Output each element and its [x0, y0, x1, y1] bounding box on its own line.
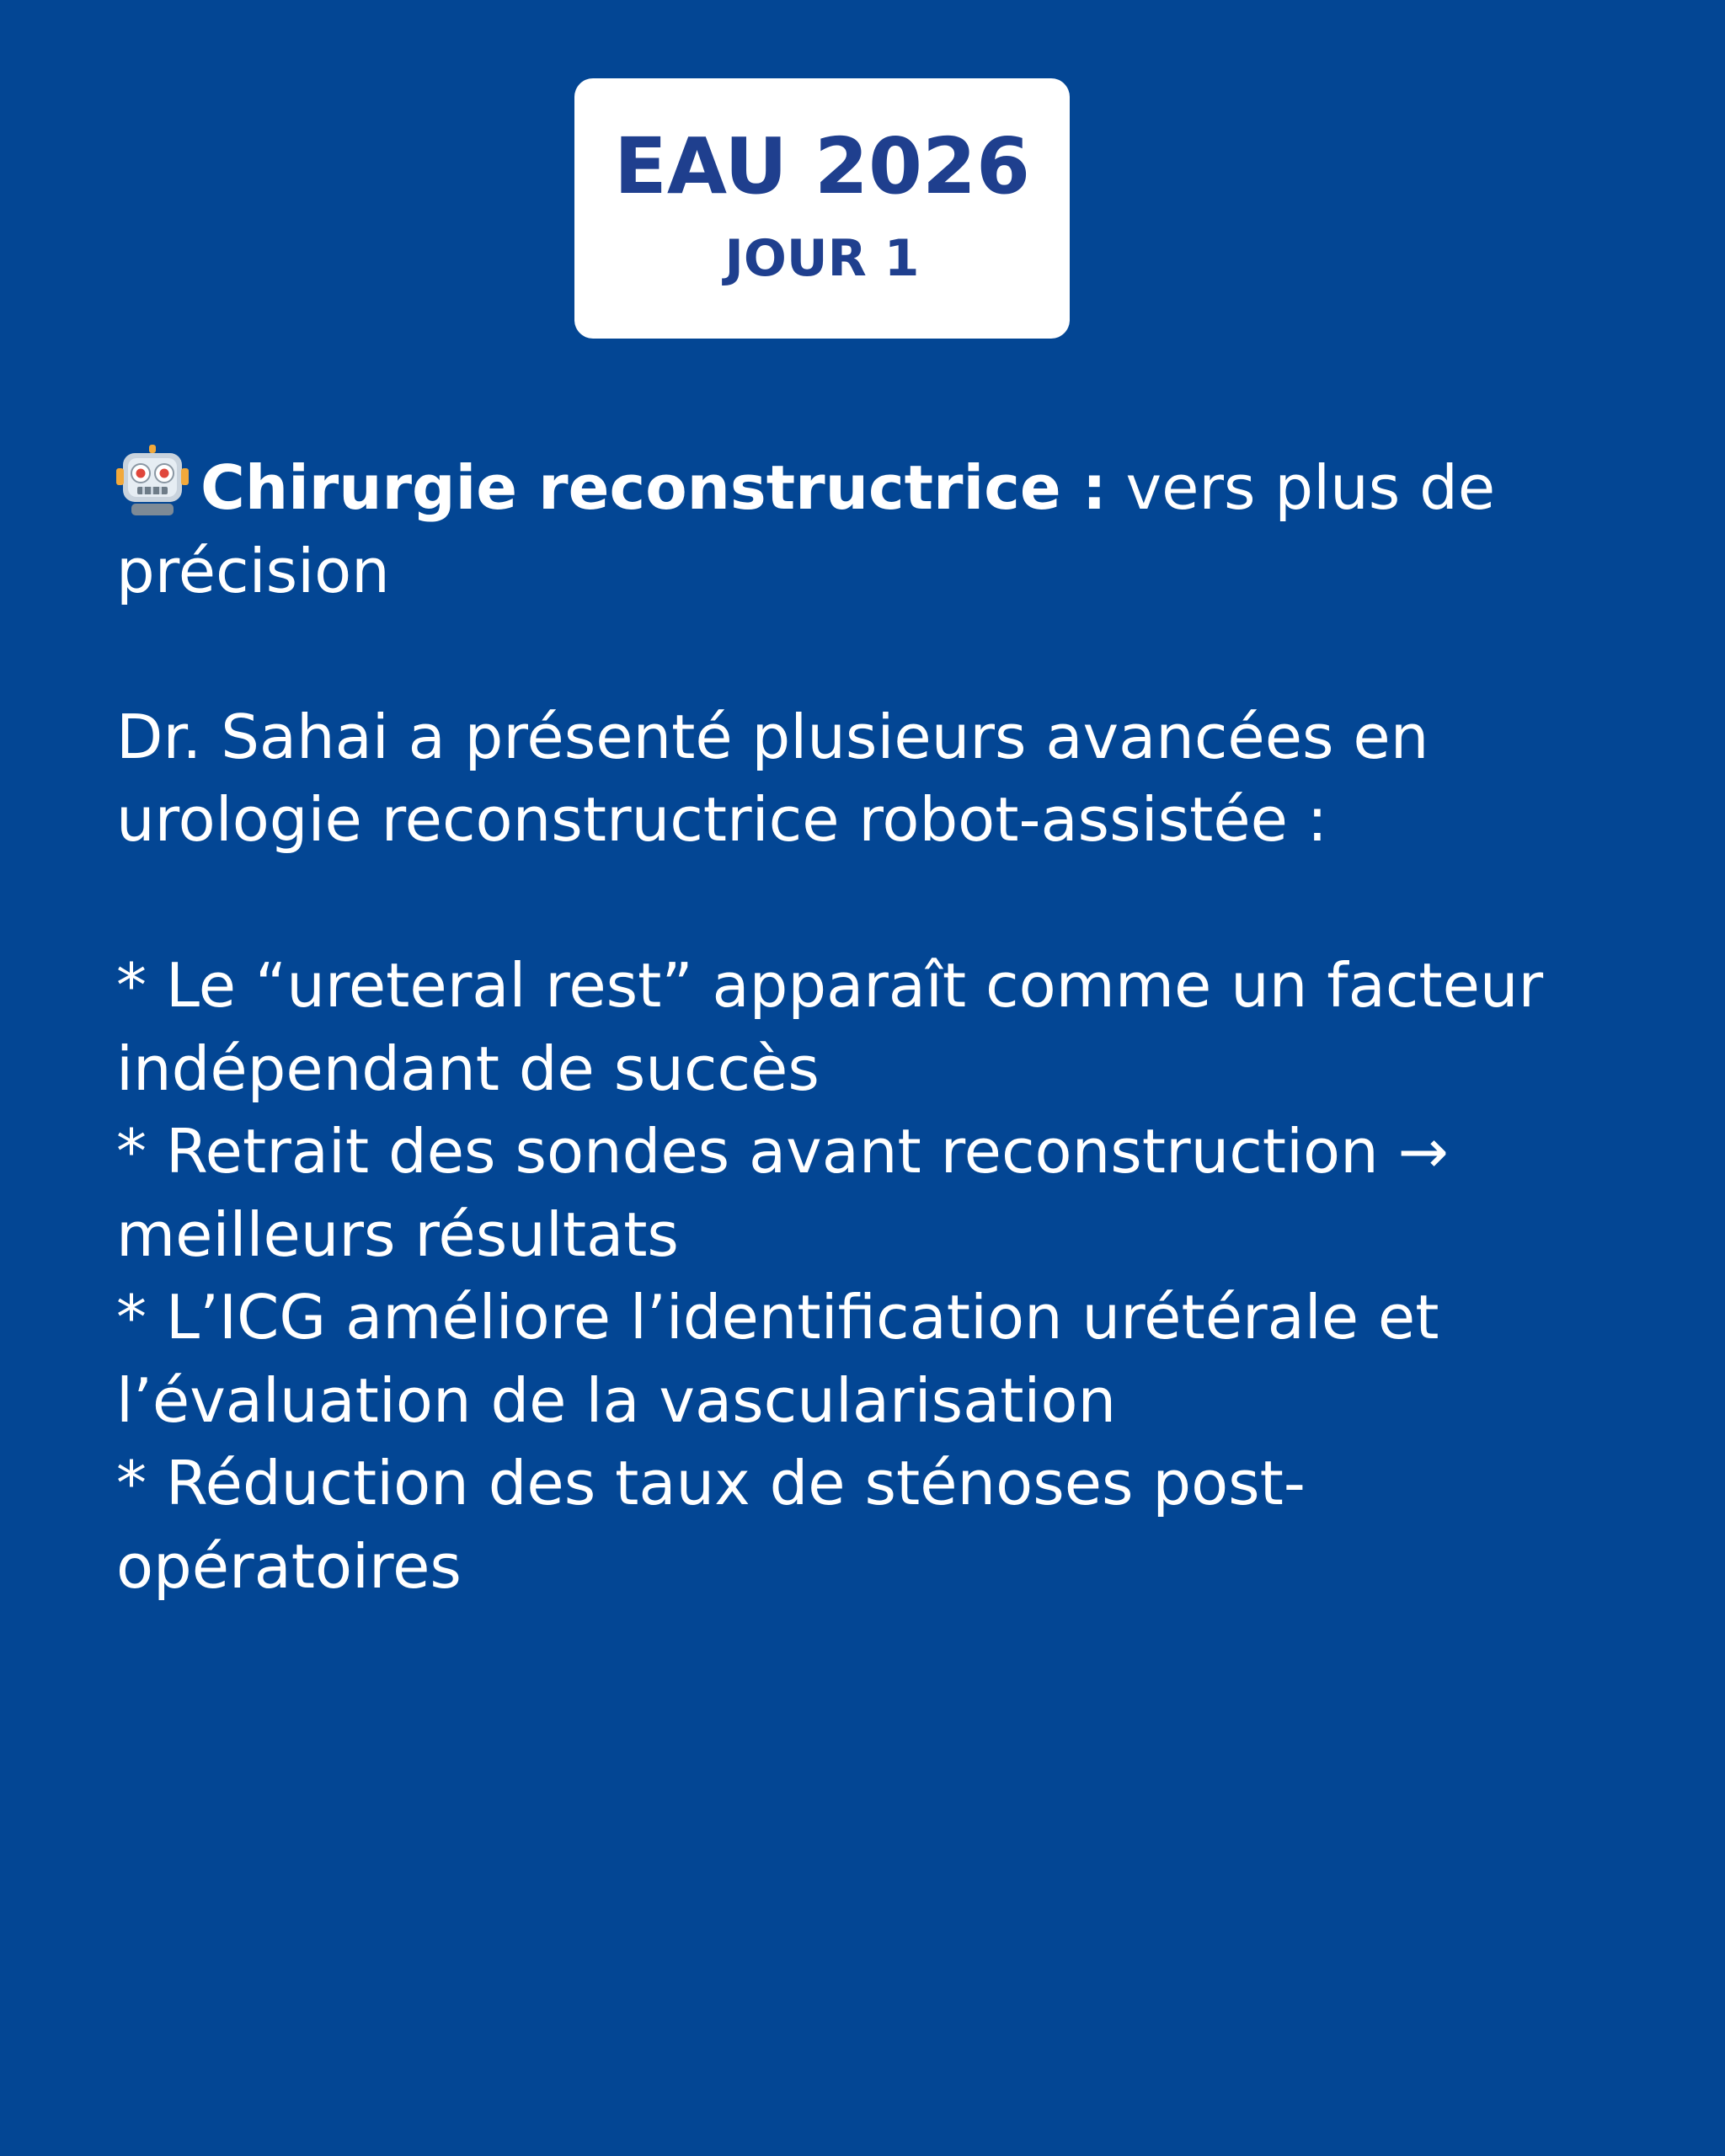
spacer [116, 862, 1624, 945]
bullet-item: * Le “ureteral rest” apparaît comme un facteur indépendant de succès [116, 950, 1544, 1104]
section-title-rest: vers plus de précision [116, 452, 1496, 606]
header-badge [574, 78, 1070, 339]
intro-text: Dr. Sahai a présenté plusieurs avancées en urologie reconstructrice robot-assistée : [116, 701, 1429, 855]
bullet-item: * Retrait des sondes avant reconstruction → meilleurs résultats [116, 1116, 1449, 1270]
post-content [116, 445, 1624, 1608]
bullet-item: * Réduction des taux de sténoses post-opératoires [116, 1448, 1306, 1602]
section-title [116, 445, 1624, 612]
badge-subtitle: JOUR 1 [724, 229, 920, 288]
spacer [116, 612, 1624, 696]
section-title-bold: Chirurgie reconstructrice : [200, 452, 1107, 523]
bullet-list [116, 944, 1624, 1608]
robot-icon [116, 445, 189, 517]
badge-title: EAU 2026 [613, 121, 1030, 211]
bullet-item: * L’ICG améliore l’identification urétérale et l’évaluation de la vascularisation [116, 1282, 1439, 1436]
